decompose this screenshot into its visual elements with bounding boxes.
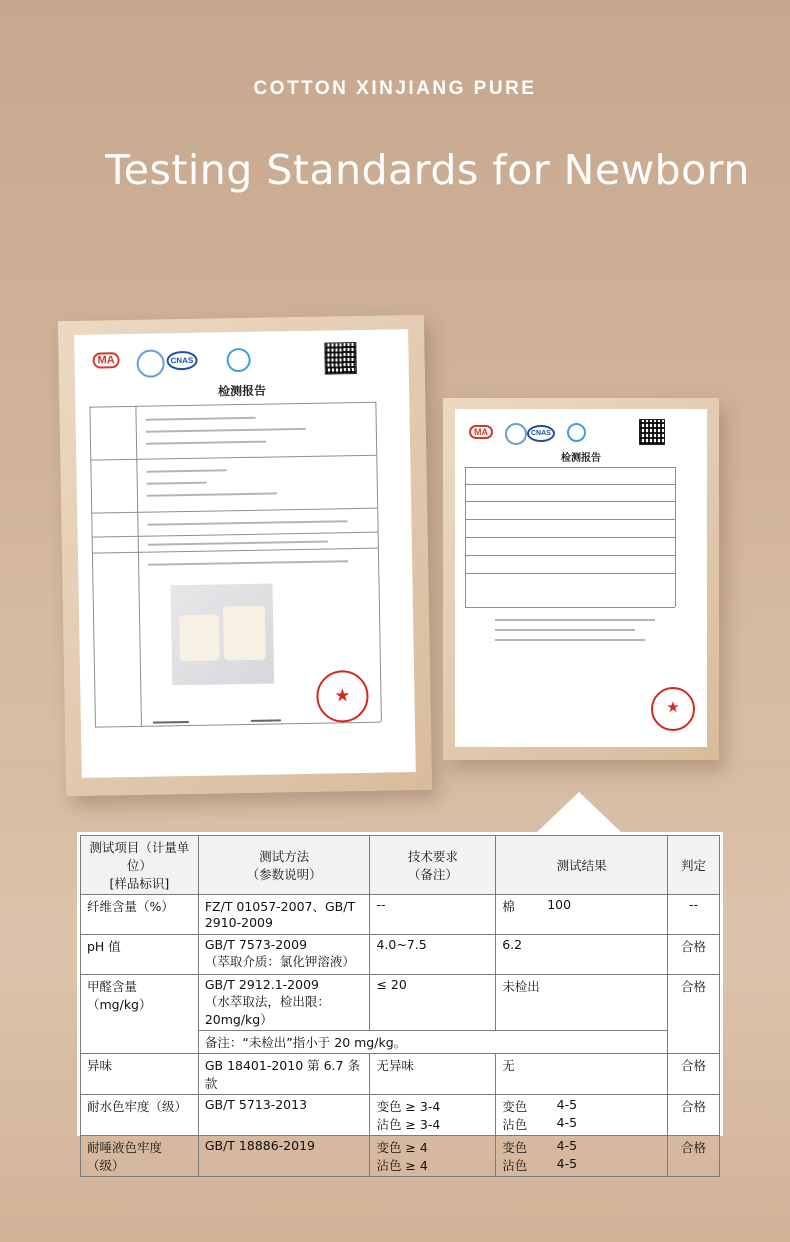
rule: [91, 508, 377, 514]
cell-item: 耐水色牢度（级）: [81, 1095, 199, 1136]
report-frame-left: [58, 315, 432, 796]
cert-logo-icon: [226, 348, 250, 372]
callout-pointer: [537, 792, 621, 832]
text-line: [147, 469, 227, 472]
rule: [465, 555, 675, 556]
test-results-card: [77, 832, 723, 1173]
rule: [135, 406, 142, 726]
text-line: [146, 441, 266, 445]
rule: [465, 484, 675, 485]
ilac-logo-icon: [136, 349, 164, 377]
rule: [465, 519, 675, 520]
text-line: [495, 629, 635, 631]
text-line: [147, 492, 277, 496]
cell-requirement: ≤ 20: [370, 975, 496, 1031]
table-row: [81, 1095, 720, 1136]
text-line: [146, 428, 306, 433]
cell-item: pH 值: [81, 935, 199, 975]
header-verdict: 判定: [668, 836, 720, 895]
cell-requirement: 4.0~7.5: [370, 935, 496, 975]
text-line: [146, 417, 256, 421]
report-paper: [74, 329, 416, 778]
text-line: [495, 619, 655, 621]
cell-method: GB/T 2912.1-2009 （水萃取法，检出限：20mg/kg）: [198, 975, 370, 1031]
cert-logo-icon: [567, 423, 586, 442]
cell-result: 变色 4-5 沾色 4-5: [496, 1095, 668, 1136]
text-line: [148, 541, 328, 546]
rule: [465, 501, 675, 502]
cnas-logo: CNAS: [166, 351, 197, 371]
cell-verdict: --: [668, 895, 720, 935]
cell-requirement: 变色 ≥ 4 沾色 ≥ 4: [370, 1136, 496, 1177]
signature-mark: [153, 721, 189, 724]
cell-item: 耐唾液色牢度（级）: [81, 1136, 199, 1177]
cell-method: GB/T 18886-2019: [198, 1136, 370, 1177]
rule: [92, 532, 378, 538]
cell-requirement: 变色 ≥ 3-4 沾色 ≥ 3-4: [370, 1095, 496, 1136]
table-row: [81, 1054, 720, 1095]
header-result: 测试结果: [496, 836, 668, 895]
cma-logo: MA: [469, 425, 493, 439]
cell-method: GB 18401-2010 第 6.7 条款: [198, 1054, 370, 1095]
rule: [95, 722, 381, 728]
report-frame-right: [443, 398, 719, 760]
page-title: Testing Standards for Newborn: [105, 146, 750, 194]
cell-result: 棉 100: [496, 895, 668, 935]
signature-mark: [251, 719, 281, 722]
cell-verdict: 合格: [668, 935, 720, 975]
red-seal-stamp-icon: ★: [651, 687, 695, 731]
table-row: [81, 975, 720, 1031]
cell-result: 未检出: [496, 975, 668, 1031]
rule: [375, 402, 382, 722]
text-line: [148, 560, 348, 565]
cell-verdict: 合格: [668, 1095, 720, 1136]
cell-verdict: 合格: [668, 975, 720, 1054]
table-row: [81, 1136, 720, 1177]
cell-requirement: 无异味: [370, 1054, 496, 1095]
ilac-logo-icon: [505, 423, 527, 445]
cell-verdict: 合格: [668, 1136, 720, 1177]
brand-subtitle: COTTON XINJIANG PURE: [253, 78, 537, 99]
report-title: 检测报告: [217, 383, 267, 399]
rule: [675, 467, 676, 607]
text-line: [147, 520, 347, 525]
qr-code-icon: [324, 342, 357, 375]
rule: [465, 607, 675, 608]
test-results-table: [80, 835, 720, 1177]
cell-item: 纤维含量（%）: [81, 895, 199, 935]
rule: [92, 548, 378, 554]
report-title: 检测报告: [561, 453, 601, 464]
cell-item: 甲醛含量（mg/kg）: [81, 975, 199, 1054]
header-item: 测试项目（计量单位） [样品标识]: [81, 836, 199, 895]
cell-method: GB/T 5713-2013: [198, 1095, 370, 1136]
cma-logo: MA: [92, 352, 119, 368]
rule: [465, 573, 675, 574]
cell-requirement: --: [370, 895, 496, 935]
cell-verdict: 合格: [668, 1054, 720, 1095]
cell-result: 无: [496, 1054, 668, 1095]
table-row: [81, 895, 720, 935]
cnas-logo: CNAS: [527, 425, 555, 442]
table-row: [81, 935, 720, 975]
rule: [89, 407, 96, 727]
red-seal-stamp-icon: ★: [316, 670, 369, 723]
text-line: [495, 639, 645, 641]
cell-item: 异味: [81, 1054, 199, 1095]
rule: [89, 402, 375, 408]
text-line: [147, 482, 207, 485]
qr-code-icon: [639, 419, 665, 445]
header-requirement: 技术要求 （备注）: [370, 836, 496, 895]
rule: [465, 467, 675, 468]
table-header-row: [81, 836, 720, 895]
cell-result: 变色 4-5 沾色 4-5: [496, 1136, 668, 1177]
header-method: 测试方法 （参数说明）: [198, 836, 370, 895]
sample-photo: [171, 584, 275, 686]
cell-method: GB/T 7573-2009 （萃取介质：氯化钾溶液）: [198, 935, 370, 975]
cell-method: FZ/T 01057-2007、GB/T 2910-2009: [198, 895, 370, 935]
rule: [465, 537, 675, 538]
cell-note: 备注：“未检出”指小于 20 mg/kg。: [198, 1031, 667, 1054]
cell-result: 6.2: [496, 935, 668, 975]
rule: [90, 455, 376, 461]
report-paper: [455, 409, 707, 747]
